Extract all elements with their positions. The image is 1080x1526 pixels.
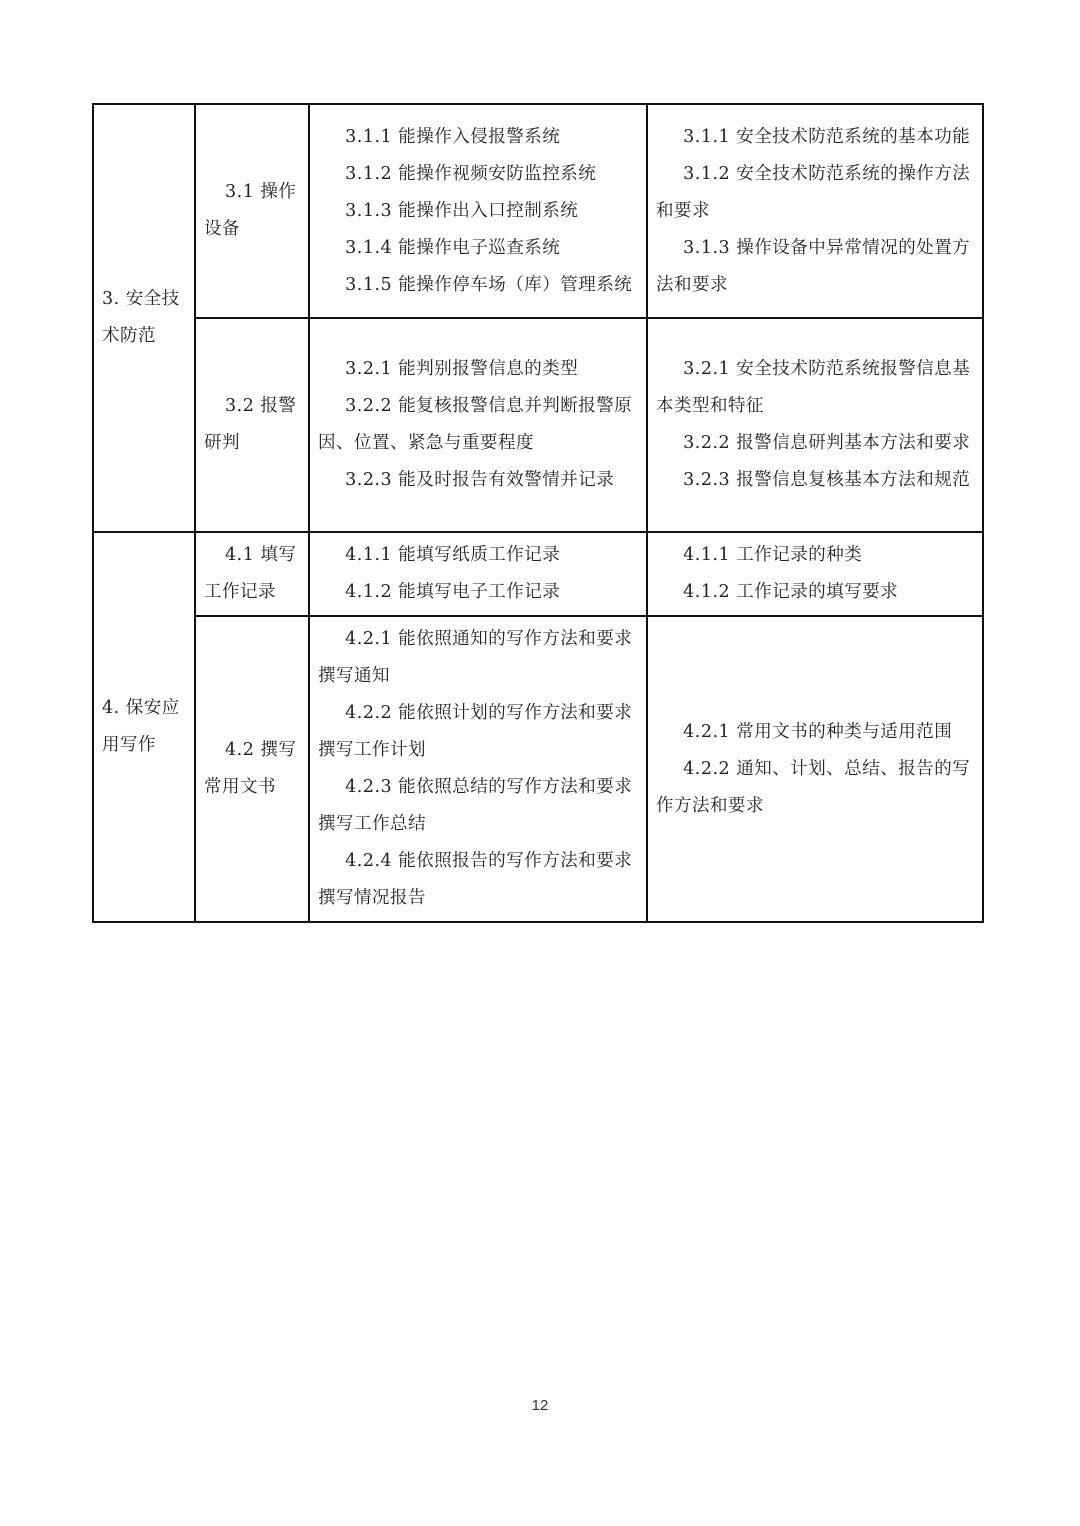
page-number: 12 (531, 1397, 549, 1414)
knowledge-item: 3.2.3 报警信息复核基本方法和规范 (683, 470, 971, 490)
knowledge-item: 4.1.1 工作记录的种类 (683, 545, 863, 565)
skills-cell (309, 532, 647, 616)
unit-label: 3.1 操作设备 (204, 182, 297, 239)
skill-item: 3.1.5 能操作停车场（库）管理系统 (345, 274, 633, 295)
skills-cell (309, 616, 647, 922)
module-label: 4. 保安应用写作 (102, 698, 180, 755)
skills-cell (309, 104, 647, 318)
knowledge-item: 3.1.1 安全技术防范系统的基本功能 (683, 126, 971, 147)
skill-item: 3.1.3 能操作出入口控制系统 (345, 200, 579, 221)
knowledge-cell (647, 532, 983, 616)
knowledge-cell (647, 616, 983, 922)
unit-cell (195, 532, 309, 616)
skills-table (92, 103, 984, 923)
table-row (93, 104, 983, 318)
module-cell (93, 104, 195, 532)
knowledge-item: 3.2.2 报警信息研判基本方法和要求 (683, 433, 971, 453)
knowledge-item: 3.1.2 安全技术防范系统的操作方法和要求 (656, 163, 971, 221)
skill-item: 3.2.2 能复核报警信息并判断报警原因、位置、紧急与重要程度 (318, 396, 633, 453)
skill-item: 3.1.4 能操作电子巡查系统 (345, 237, 561, 258)
knowledge-item: 4.2.1 常用文书的种类与适用范围 (683, 721, 953, 742)
knowledge-item: 3.2.1 安全技术防范系统报警信息基本类型和特征 (656, 359, 971, 416)
unit-label: 3.2 报警研判 (204, 396, 297, 453)
skill-item: 3.2.1 能判别报警信息的类型 (345, 359, 579, 379)
skills-cell (309, 318, 647, 532)
unit-label: 4.2 撰写常用文书 (204, 740, 297, 797)
unit-cell (195, 318, 309, 532)
skill-item: 4.2.4 能依照报告的写作方法和要求撰写情况报告 (318, 851, 633, 908)
knowledge-item: 4.2.2 通知、计划、总结、报告的写作方法和要求 (656, 758, 971, 816)
unit-cell (195, 104, 309, 318)
skill-item: 3.1.1 能操作入侵报警系统 (345, 126, 561, 147)
unit-label: 4.1 填写工作记录 (204, 545, 297, 602)
knowledge-item: 3.1.3 操作设备中异常情况的处置方法和要求 (656, 237, 971, 295)
module-cell (93, 532, 195, 922)
knowledge-cell (647, 318, 983, 532)
unit-cell (195, 616, 309, 922)
skill-item: 3.1.2 能操作视频安防监控系统 (345, 163, 597, 184)
knowledge-item: 4.1.2 工作记录的填写要求 (683, 582, 899, 602)
table-row (93, 318, 983, 532)
skill-item: 4.1.2 能填写电子工作记录 (345, 582, 561, 602)
skill-item: 4.2.3 能依照总结的写作方法和要求撰写工作总结 (318, 777, 633, 834)
module-label: 3. 安全技术防范 (102, 289, 180, 346)
skill-item: 3.2.3 能及时报告有效警情并记录 (345, 470, 615, 490)
skill-item: 4.2.1 能依照通知的写作方法和要求撰写通知 (318, 629, 633, 686)
table-row (93, 532, 983, 616)
knowledge-cell (647, 104, 983, 318)
skill-item: 4.1.1 能填写纸质工作记录 (345, 545, 561, 565)
skill-item: 4.2.2 能依照计划的写作方法和要求撰写工作计划 (318, 703, 633, 760)
table-row (93, 616, 983, 922)
